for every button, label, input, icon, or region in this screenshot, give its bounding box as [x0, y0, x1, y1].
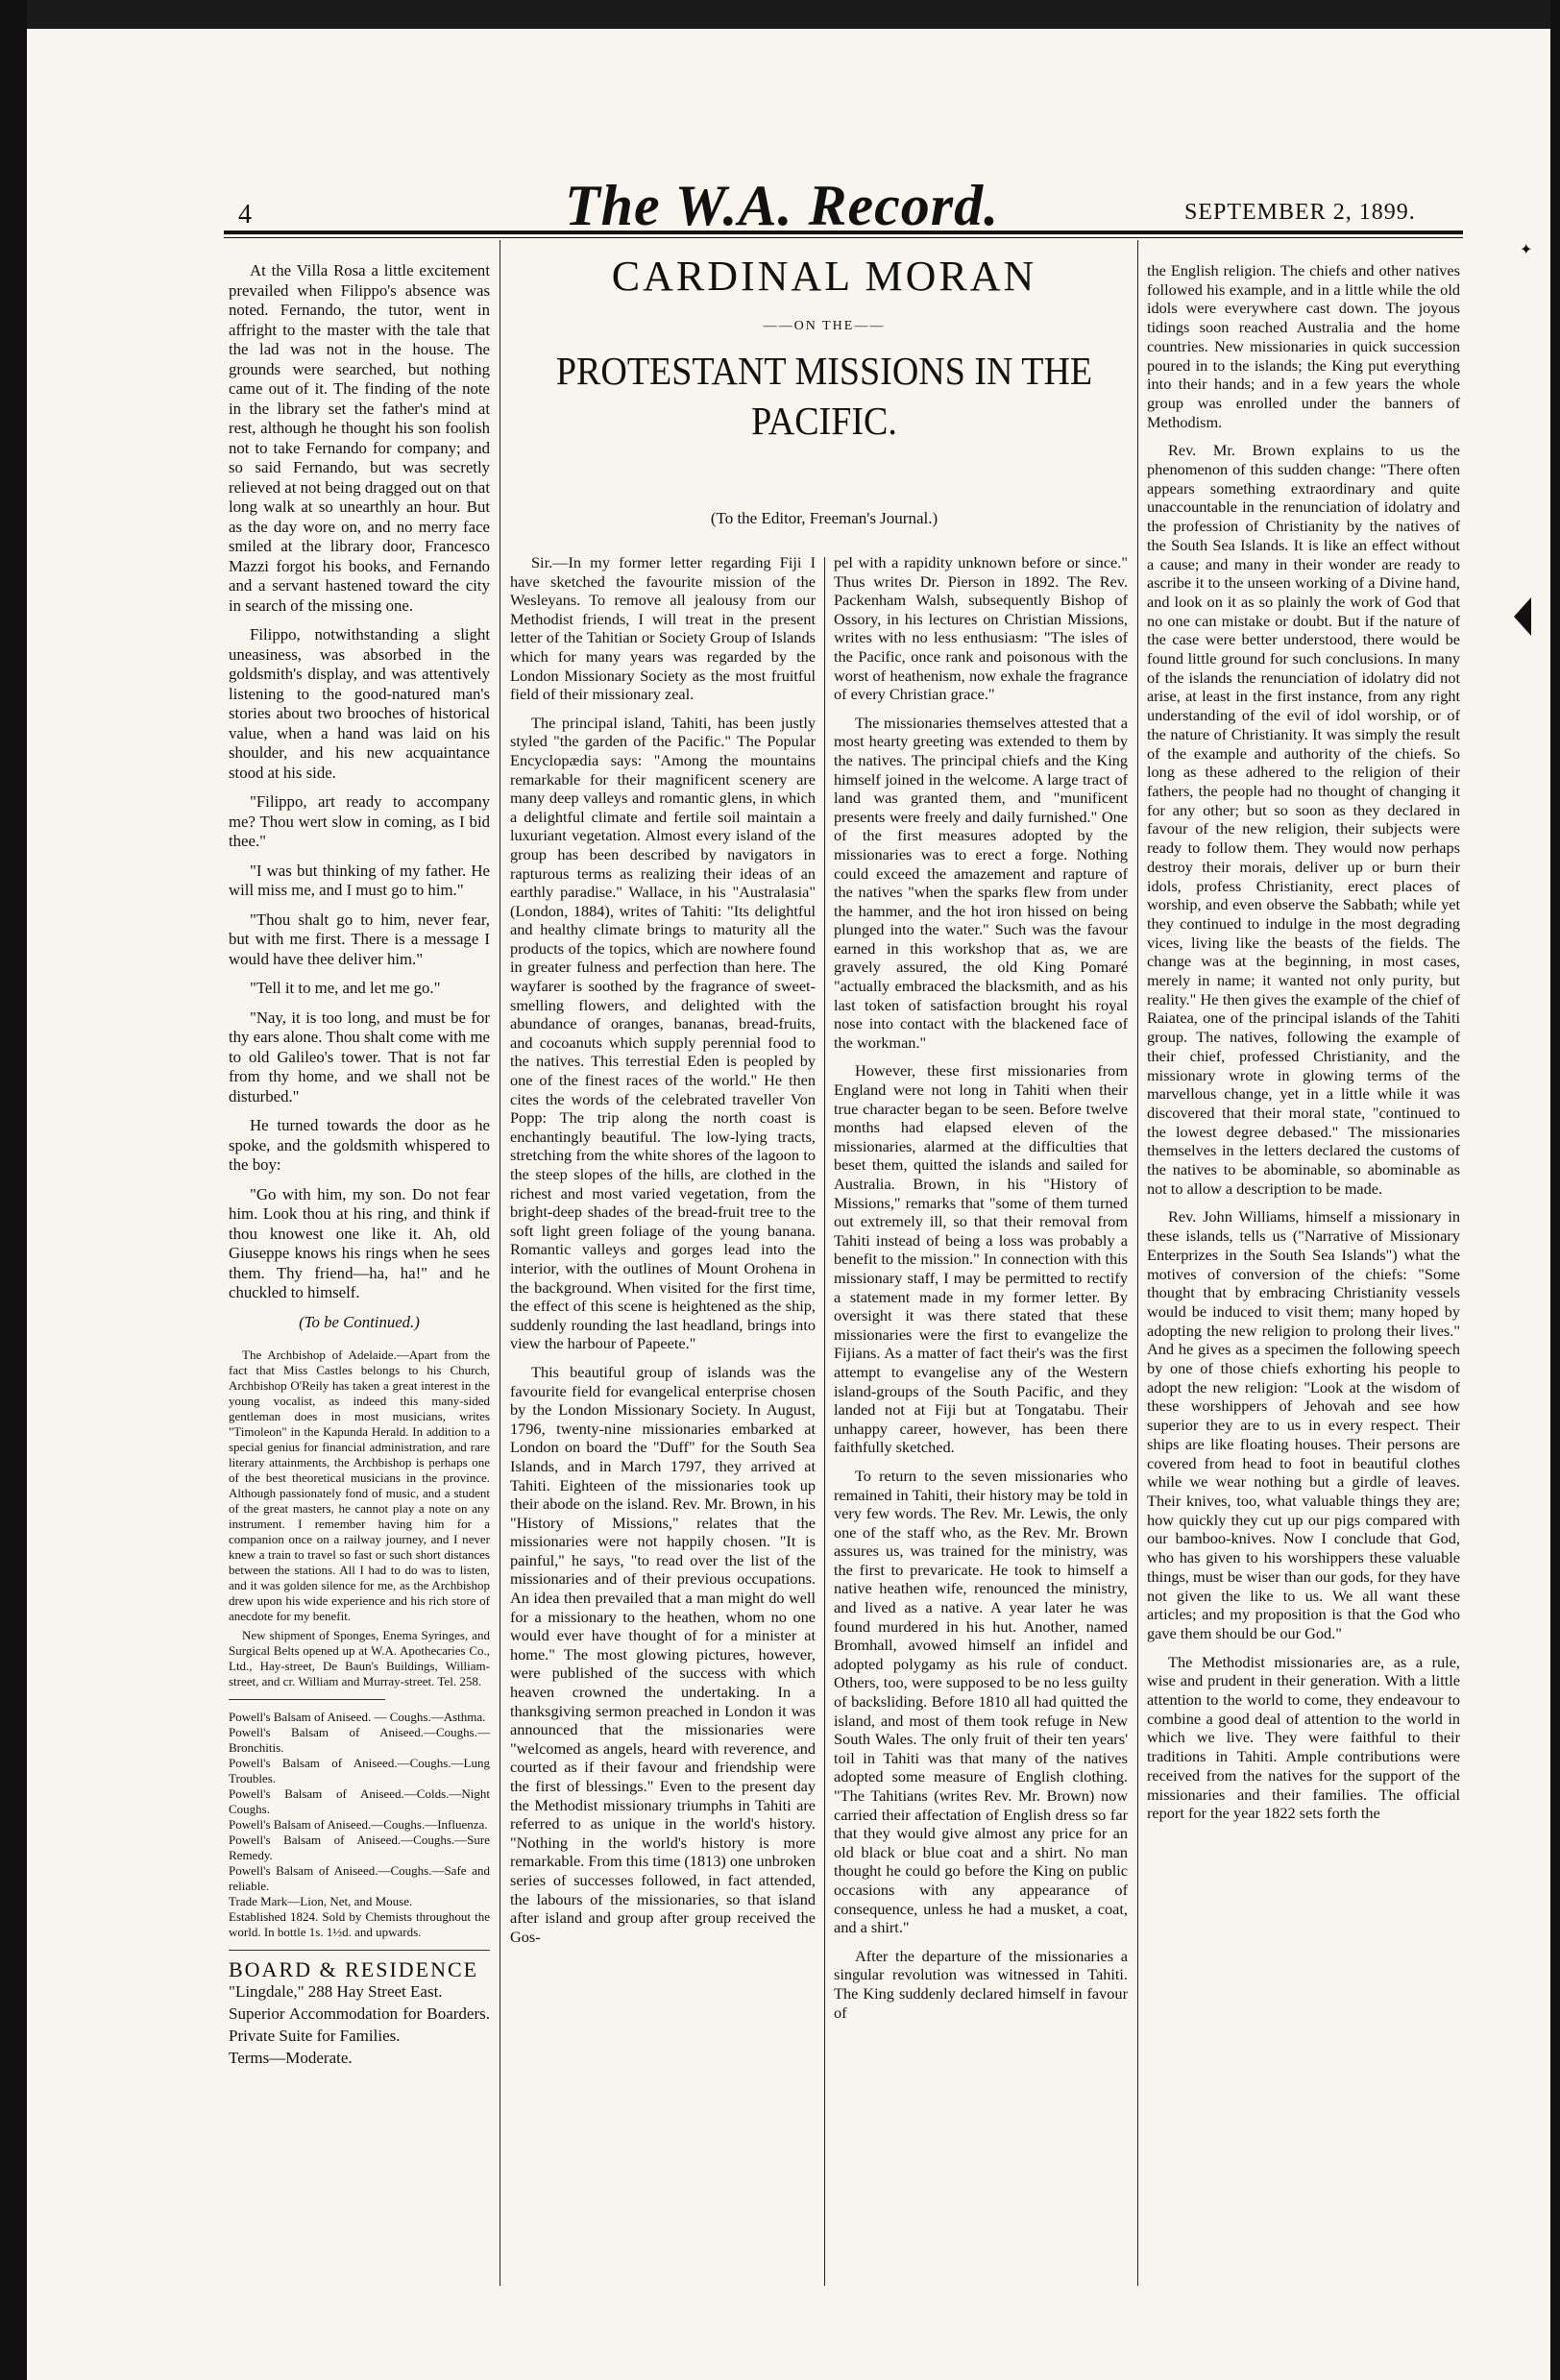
column-rule — [824, 557, 825, 2286]
continued-note: (To be Continued.) — [299, 1312, 420, 1331]
story-paragraph: "Go with him, my son. Do not fear him. Look thou at his ring, and think if thou knowest one like it. Ah, old Giuseppe knows his rings when he sees them. Thy friend—ha, ha!" and he chuckled to himself. — [229, 1184, 490, 1301]
established-line: Established 1824. Sold by Chemists throughout the world. In bottle 1s. 1½d. and upwards. — [229, 1909, 490, 1939]
margin-arrow — [1514, 597, 1531, 636]
story-paragraph: "Thou shalt go to him, never fear, but with me first. There is a message I would have thee deliver him." — [229, 910, 490, 968]
balsam-ad: Powell's Balsam of Aniseed.—Colds.—Night Coughs. — [229, 1786, 490, 1816]
story-paragraph: "Tell it to me, and let me go." — [250, 979, 441, 997]
balsam-ad: Powell's Balsam of Aniseed.—Coughs.—Influenza. — [229, 1817, 488, 1832]
story-paragraph: "Filippo, art ready to accompany me? Thou wert slow in coming, as I bid thee." — [229, 792, 490, 850]
article-paragraph: The principal island, Tahiti, has been justly styled "the garden of the Pacific." The Popular Encyclopædia says: "Among the mountains remarkable for their magnificent scenery are many deep valleys and romantic glens, in which a delightful climate and fertile soil maintain a luxuriant vegetation. Almost every island of the group has been described by navigators in rapturous terms as realizing their ideas of an earthly paradise." Wallace, in his "Australasia" (London, 1884), writes of Tahiti: "Its delightful and healthy climate brings to maturity all the products of the topics, which are nowhere found in greater fulness and perfection than here. The wayfarer is soothed by the fragrance of sweet-smelling flowers, and delighted with the abundance of oranges, bananas, bread-fruits, and cocoanuts which supply perennial food to the natives. This terrestial Eden is peopled by one of the finest races of the world." He then cites the words of the celebrated traveller Von Popp: The trip along the north coast is enchantingly beautiful. The low-lying tracts, stretching from the white shores of the lagoon to the steep slopes of the hills, are clothed in the richest and most varied vegetation, from the bright-deep shades of the bread-fruit tree to the soft light green foliage of the young banana. Romantic valleys and gorges lead into the interior, with the outlines of Mount Orohena in the background. When visited for the first time, the effect of this scene is heightened as the ship, suddenly rounding the last headland, brings into view the harbour of Papeete." — [510, 713, 816, 1353]
article-paragraph: However, these first missionaries from England were not long in Tahiti when their true character began to be seen. Before twelve months had elapsed eleven of the missionaries, alarmed at the difficulties that beset them, quitted the islands and sailed for Australia. Brown, in his "History of Missions," remarks that "some of them turned out extremely ill, so that their removal from Tahiti instead of being a loss was probably a benefit to the mission." In connection with this missionary staff, I may be permitted to rectify a statement made in my former letter. By oversight it was there stated that these missionaries were the first to evangelize the Fijians. As a matter of fact their's was the first attempt to evangelise any of the Western island-groups of the South Pacific, and they landed not at Fiji but at Tongatabu. Their unhappy career, however, has been there faithfully sketched. — [834, 1061, 1128, 1457]
board-line: Superior Accommodation for Boarders. Private Suite for Families. — [229, 2004, 490, 2045]
archbishop-notice: The Archbishop of Adelaide.—Apart from the fact that Miss Castles belongs to his Church, Archbishop O'Reily has taken a great interest in the young vocalist, as indeed this many-sided gentleman does in most musicians, writes "Timoleon" in the Kapunda Herald. In addition to a special genius for financial administration, and rare literary attainments, the Archbishop is perhaps one of the best theoretical musicians in the province. Although passionately fond of music, and a student of the great masters, he cannot play a note on any instrument. I remember having him for a companion once on a railway journey, and I never knew a train to travel so fast or such short distances between the stations. All I had to do was to listen, and it was golden silence for me, as the Archbishop drew upon his wide experience and his rich store of anecdote for my benefit. — [229, 1348, 490, 1623]
column-rule — [1137, 240, 1138, 2286]
article-paragraph: This beautiful group of islands was the favourite field for evangelical enterprise chosen by the London Missionary Society. In August, 1796, twenty-nine missionaries embarked at London on board the "Duff" for the South Sea Islands, and in March 1797, they arrived at Tahiti. Eighteen of the missionaries took up their abode on the island. Rev. Mr. Brown, in his "History of Missions," relates that the missionaries were not happily chosen. "It is painful," he says, "to read over the list of the missionaries and of their previous occupations. An idea then prevailed that a man might do well for a missionary to the heathen, whom no one would ever have thought of for a minister at home." The most glowing pictures, however, were published of the success with which heaven crowned the undertaking. In a thanksgiving sermon preached in London it was announced that the missionaries were "welcomed as angels, heard with reverence, and courted as if their favour and friendship were the first of blessings." Even to the present day the Methodist missionary triumphs in Tahiti are referred to as unique in the world's history. "Nothing in the world's history is more remarkable. From this time (1813) one unbroken series of successes followed, in fact attended, the labours of the missionaries, so that island after island and group after group received the Gos- — [510, 1362, 816, 1946]
balsam-ads — [229, 1710, 490, 1940]
column-3 — [834, 553, 1128, 2031]
newspaper-page — [27, 0, 1550, 2380]
margin-mark: ✦ — [1520, 240, 1533, 258]
article-subtitle: PROTESTANT MISSIONS IN THE PACIFIC. — [555, 350, 1093, 444]
article-paragraph: The Methodist missionaries are, as a rule, wise and prudent in their generation. With a little attention to the world to come, they endeavour to combine a good deal of attention to the world in which we live. They were faithful to their traditions in Tahiti. Ample contributions were received from the natives for the support of the missionaries and their families. The official report for the year 1822 sets forth the — [1147, 1652, 1460, 1823]
balsam-ad: Powell's Balsam of Aniseed.—Coughs.—Bronchitis. — [229, 1725, 490, 1755]
column-4 — [1147, 261, 1460, 1833]
article-title: CARDINAL MORAN — [611, 253, 1037, 300]
article-paragraph: the English religion. The chiefs and other natives followed his example, and in a little while the old idols were everywhere cast down. The joyous tidings soon reached Australia and the home countries. New missionaries in quick succession poured in to the islands; the King put everything into their hands; and in a few years the whole group was enrolled under the banners of Methodism. — [1147, 261, 1460, 431]
column-1 — [229, 261, 490, 2069]
balsam-ad: Powell's Balsam of Aniseed.—Coughs.—Sure Remedy. — [229, 1833, 490, 1862]
board-residence-ad — [229, 1980, 490, 2069]
article-connector: ——ON THE—— — [763, 319, 886, 333]
article-paragraph: After the departure of the missionaries a singular revolution was witnessed in Tahiti. The King suddenly declared himself in favour of — [834, 1946, 1128, 2022]
board-line: "Lingdale," 288 Hay Street East. — [229, 1981, 443, 2001]
article-paragraph: Rev. John Williams, himself a missionary in these islands, tells us ("Narrative of Missionary Enterprizes in the South Sea Islands") what the motives of conversion of the chiefs: "Some thought that by embracing Christianity vessels would be induced to visit them; many hoped by adopting the new religion to prolong their lives." And he gives as a specimen the following speech by one of those chiefs exhorting his people to adopt the new religion: "Look at the wisdom of these worshippers of Jehovah and see how superior they are to us in every respect. Their ships are like floating houses. Their persons are covered from head to foot in beautiful clothes while we wear nothing but a girdle of leaves. Their knives, too, what valuable things they are; how quickly they cut up our pigs compared with our bamboo-knives. Now I conclude that God, who has given to his worshippers these valuable things, must be wiser than our gods, for they have not given the like to us. We all want these articles; and my proposition is that the God who gave them should be our God." — [1147, 1207, 1460, 1642]
article-paragraph: To return to the seven missionaries who remained in Tahiti, their history may be told in very few words. The Rev. Mr. Lewis, the only one of the staff who, as the Rev. Mr. Brown assures us, was trained for the ministry, was the first to prevaricate. He took to himself a native heathen wife, renounced the ministry, and lived as a native. A year later he was found murdered in his hut. Another, named Bromhall, avowed himself an infidel and adopted polygamy as his rule of conduct. Others, too, were supposed to be no less guilty of backsliding. Before 1810 all had quitted the island, and most of them took refuge in New South Wales. The only fruit of their ten years' toil in Tahiti was that many of the natives adopted some measure of English clothing. "The Tahitians (writes Rev. Mr. Brown) now carried their affectation of English dress so far that they would give almost any price for an old black or blue coat and a shirt. No man thought he could go before the King on public occasions with any appearance of consequence, unless he had a musket, a coat, and a shirt." — [834, 1466, 1128, 1937]
article-paragraph: Rev. Mr. Brown explains to us the phenomenon of this sudden change: "There often appears something extraordinary and quite unaccountable in the renunciation of idolatry and the profession of Christianity by the natives of the South Sea Islands. It is like an effect without a cause; and many in their wonder are ready to ascribe it to the unseen working of a Divine hand, and look on it as so plainly the work of God that no one can mistake or doubt. But if the nature of the case were better understood, there would be found little ground for such conclusions. In many of the islands the renunciation of idolatry did not arise, at least in the first instance, from any right understanding of the evil of idol worship, or of the nature of Christianity. It was simply the result of the example and authority of the chiefs. So long as these adhered to the religion of their fathers, the people had no thought of changing it for any other; but so soon as they declared in favour of the new religion, their subjects were ready to follow them. They would now perhaps destroy their morais, deliver up or burn their idols, profess Christianity, erect places of worship, and even observe the Sabbath; while yet they continued to indulge in the most degrading vices, living like the beasts of the fields. The change was at the beginning, in most cases, merely in name; it wanted not only purity, but reality." He then gives the example of the chief of Raiatea, one of the principal islands of the Tahiti group. The natives, following the example of their chief, professed Christianity, and the missionary wrote in glowing terms of the marvellous change, yet in a little while it was discovered that their moral state, "continued to the lowest degree debased." The missionaries themselves in the letters declared the customs of the natives to be abominable, so abominable as not to allow a description to be made. — [1147, 441, 1460, 1198]
header-rule — [224, 231, 1463, 234]
story-paragraph: "I was but thinking of my father. He will miss me, and I must go to him." — [229, 861, 490, 899]
header-rule-thin — [224, 237, 1463, 238]
page-number: 4 — [238, 200, 252, 230]
story-paragraph: At the Villa Rosa a little excitement prevailed when Filippo's absence was noted. Fernando, the tutor, went in affright to the master with the tale that the lad was not in the house. The grounds were searched, but nothing came out of it. The finding of the note in the library set the father's mind at rest, although he thought his son foolish not to take Fernando for company; and so said Fernando, but was secretly relieved at not being dragged out on that long walk at so unearthly an hour. But as the day wore on, and no merry face smiled at the library door, Francesco Mazzi forgot his books, and Fernando and a servant hastened toward the city in search of the missing one. — [229, 261, 490, 615]
board-line: Terms—Moderate. — [229, 2048, 353, 2067]
balsam-ad: Powell's Balsam of Aniseed. — Coughs.—Asthma. — [229, 1710, 486, 1724]
story-paragraph: He turned towards the door as he spoke, and the goldsmith whispered to the boy: — [229, 1116, 490, 1174]
masthead-title: The W.A. Record. — [565, 174, 1000, 237]
article-dedication: (To the Editor, Freeman's Journal.) — [710, 509, 938, 527]
balsam-ad: Powell's Balsam of Aniseed.—Coughs.—Safe and reliable. — [229, 1863, 490, 1893]
article-paragraph: pel with a rapidity unknown before or since." Thus writes Dr. Pierson in 1892. The Rev. Packenham Walsh, subsequently Bishop of Ossory, in his lectures on Christian Missions, writes with no less enthusiasm: "The isles of the Pacific, once rank and poisonous with the worst of heathenism, now exhale the fragrance of every Christian grace." — [834, 553, 1128, 704]
shipment-notice: New shipment of Sponges, Enema Syringes, and Surgical Belts opened up at W.A. Apothecaries Co., Ltd., Hay-street, De Baun's Buildings, William-street, and cr. William and Murray-street. Tel. 258. — [229, 1628, 490, 1688]
scan-border — [27, 0, 1550, 29]
divider — [229, 1950, 490, 1951]
divider — [229, 1699, 385, 1700]
article-paragraph: Sir.—In my former letter regarding Fiji I have sketched the favourite mission of the Wesleyans. To remove all jealousy from our Methodist friends, I will treat in the present letter of the Tahitian or Society Group of Islands which for many years was regarded by the London Missionary Society as the most fruitful field of their missionary zeal. — [510, 553, 816, 704]
balsam-ad: Powell's Balsam of Aniseed.—Coughs.—Lung Troubles. — [229, 1756, 490, 1785]
board-residence-title: BOARD & RESIDENCE — [229, 1957, 479, 1981]
notices-block — [229, 1348, 490, 1940]
issue-date: SEPTEMBER 2, 1899. — [1184, 200, 1416, 225]
story-paragraph: Filippo, notwithstanding a slight uneasiness, was absorbed in the goldsmith's display, and was attentively listening to the good-natured man's stories about two brooches of historical value, when a hand was laid on his shoulder, and his new acquaintance stood at his side. — [229, 625, 490, 782]
column-2 — [510, 553, 816, 1955]
trademark-line: Trade Mark—Lion, Net, and Mouse. — [229, 1894, 413, 1908]
article-paragraph: The missionaries themselves attested that a most hearty greeting was extended to them by the natives. The principal chiefs and the King himself joined in the welcome. A large tract of land was granted them, and "munificent presents were freely and daily furnished." One of the first measures adopted by the missionaries was to erect a forge. Nothing could exceed the amazement and rapture of the natives "when the sparks flew from under the hammer, and the hot iron hissed on being plunged into the water." Such was the favour earned in this workshop that as, we are gravely assured, the old King Pomaré "actually embraced the blacksmith, and as his last token of satisfaction brought his royal nose into contact with the blackened face of the workman." — [834, 713, 1128, 1052]
story-paragraph: "Nay, it is too long, and must be for thy ears alone. Thou shalt come with me to old Galileo's tower. That is not far from thy home, and we shall not be disturbed." — [229, 1008, 490, 1105]
